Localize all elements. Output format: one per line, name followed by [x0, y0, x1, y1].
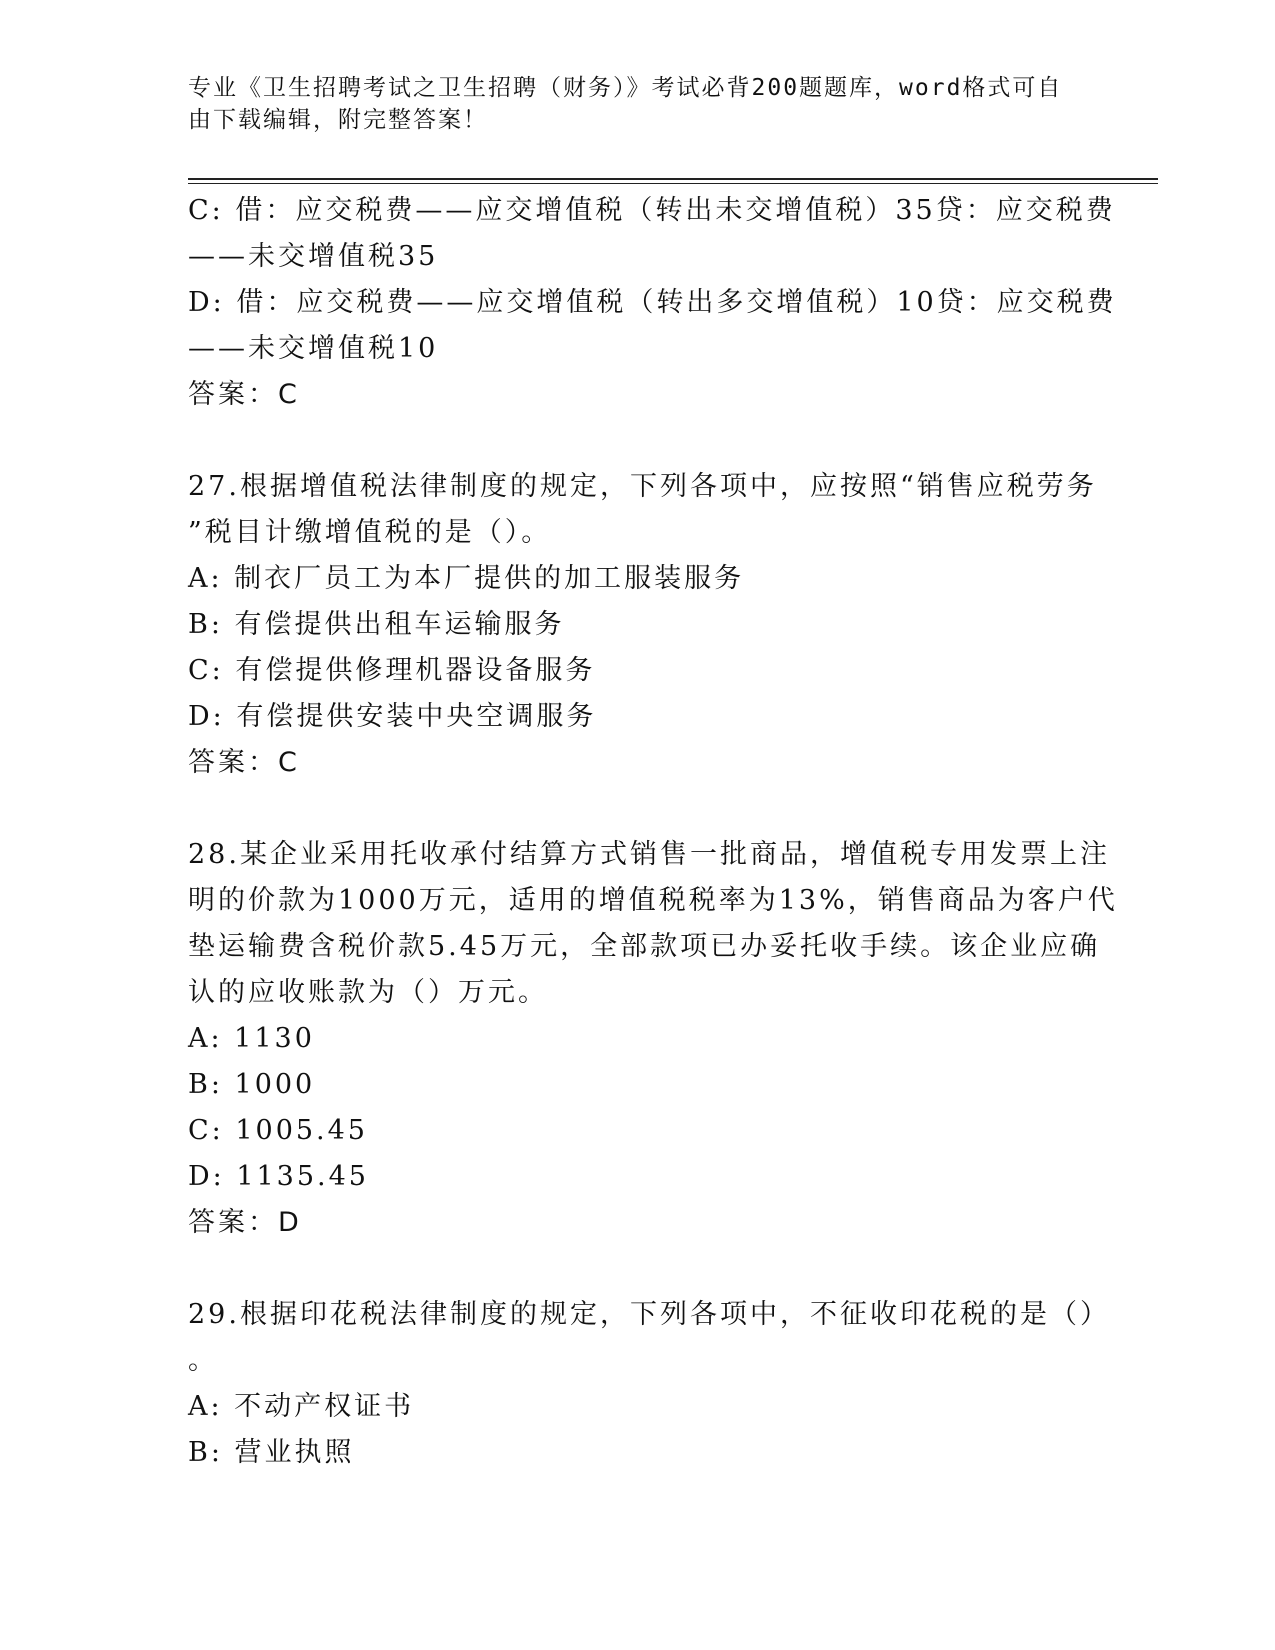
option-b: B: 1000 — [188, 1069, 316, 1100]
option-c: C: 有偿提供修理机器设备服务 — [188, 655, 596, 686]
option-d: D: 1135.45 — [188, 1161, 369, 1192]
option-c: C: 1005.45 — [188, 1115, 368, 1146]
option-c-line-2: ——未交增值税35 — [188, 241, 439, 272]
question-stem-line-3: 垫运输费含税价款5.45万元，全部款项已办妥托收手续。该企业应确 — [188, 931, 1101, 962]
option-a: A: 制衣厂员工为本厂提供的加工服装服务 — [188, 563, 745, 594]
question-28 — [188, 832, 1118, 1246]
spacer — [188, 786, 1088, 832]
header-line-1: 专业《卫生招聘考试之卫生招聘（财务）》考试必背200题题库，word格式可自 — [188, 75, 1063, 101]
header-line-2: 由下载编辑，附完整答案！ — [188, 107, 488, 133]
question-stem-line-1: 29.根据印花税法律制度的规定，下列各项中，不征收印花税的是（） — [188, 1299, 1110, 1330]
option-c-line-1: C: 借：应交税费——应交增值税（转出未交增值税）35贷：应交税费 — [188, 195, 1116, 226]
question-list — [188, 188, 1118, 1476]
option-b: B: 营业执照 — [188, 1437, 355, 1468]
option-b: B: 有偿提供出租车运输服务 — [188, 609, 565, 640]
option-d-line-2: ——未交增值税10 — [188, 333, 439, 364]
question-27 — [188, 464, 1097, 786]
header-divider-thick — [188, 178, 1158, 180]
document-header — [188, 72, 1088, 136]
option-a: A: 不动产权证书 — [188, 1391, 415, 1422]
question-stem-line-1: 27.根据增值税法律制度的规定，下列各项中，应按照“销售应税劳务 — [188, 471, 1097, 502]
header-divider-thin — [188, 183, 1158, 184]
question-stem-line-2: ”税目计缴增值税的是（）。 — [188, 517, 552, 548]
answer: 答案：C — [188, 379, 300, 410]
question-stem-line-1: 28.某企业采用托收承付结算方式销售一批商品，增值税专用发票上注 — [188, 839, 1110, 870]
question-26-tail — [188, 188, 1117, 418]
spacer — [188, 1246, 1088, 1292]
option-d: D: 有偿提供安装中央空调服务 — [188, 701, 597, 732]
question-29 — [188, 1292, 1110, 1476]
question-stem-line-4: 认的应收账款为（）万元。 — [188, 977, 548, 1008]
question-stem-line-2: 。 — [188, 1345, 218, 1376]
option-d-line-1: D: 借：应交税费——应交增值税（转出多交增值税）10贷：应交税费 — [188, 287, 1117, 318]
answer: 答案：C — [188, 747, 300, 778]
spacer — [188, 418, 1088, 464]
answer: 答案：D — [188, 1207, 302, 1238]
question-stem-line-2: 明的价款为1000万元，适用的增值税税率为13%，销售商品为客户代 — [188, 885, 1118, 916]
option-a: A: 1130 — [188, 1023, 315, 1054]
